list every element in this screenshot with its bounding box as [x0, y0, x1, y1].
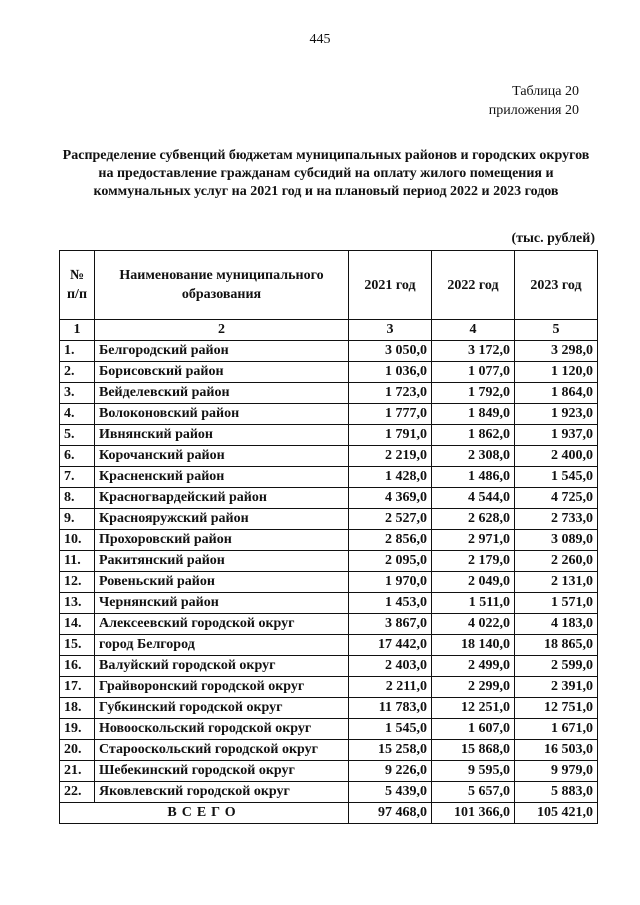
value-2022: 3 172,0 — [432, 341, 515, 362]
municipality-name: город Белгород — [95, 635, 349, 656]
row-number: 1. — [60, 341, 95, 362]
column-index: 4 — [432, 320, 515, 341]
table-row — [60, 446, 598, 467]
row-number: 3. — [60, 383, 95, 404]
row-number: 12. — [60, 572, 95, 593]
value-2022: 4 544,0 — [432, 488, 515, 509]
table-row — [60, 404, 598, 425]
table-row — [60, 341, 598, 362]
value-2022: 2 971,0 — [432, 530, 515, 551]
value-2022: 18 140,0 — [432, 635, 515, 656]
header-2022: 2022 год — [432, 251, 515, 320]
municipality-name: Алексеевский городской округ — [95, 614, 349, 635]
value-2023: 1 923,0 — [515, 404, 598, 425]
value-2023: 18 865,0 — [515, 635, 598, 656]
value-2021: 2 211,0 — [349, 677, 432, 698]
table-row — [60, 593, 598, 614]
value-2023: 2 260,0 — [515, 551, 598, 572]
value-2021: 5 439,0 — [349, 782, 432, 803]
table-row — [60, 740, 598, 761]
municipality-name: Новооскольский городской округ — [95, 719, 349, 740]
value-2021: 2 219,0 — [349, 446, 432, 467]
table-row — [60, 656, 598, 677]
value-2021: 2 527,0 — [349, 509, 432, 530]
row-number: 17. — [60, 677, 95, 698]
municipality-name: Чернянский район — [95, 593, 349, 614]
value-2022: 1 607,0 — [432, 719, 515, 740]
table-row — [60, 425, 598, 446]
municipality-name: Яковлевский городской округ — [95, 782, 349, 803]
column-index: 3 — [349, 320, 432, 341]
value-2022: 1 077,0 — [432, 362, 515, 383]
value-2021: 9 226,0 — [349, 761, 432, 782]
table-body — [60, 341, 598, 803]
value-2021: 1 036,0 — [349, 362, 432, 383]
value-2021: 17 442,0 — [349, 635, 432, 656]
municipality-name: Валуйский городской округ — [95, 656, 349, 677]
row-number: 15. — [60, 635, 95, 656]
value-2022: 2 179,0 — [432, 551, 515, 572]
value-2021: 1 428,0 — [349, 467, 432, 488]
table-row — [60, 362, 598, 383]
header-2023: 2023 год — [515, 251, 598, 320]
table-row — [60, 383, 598, 404]
column-index: 2 — [95, 320, 349, 341]
row-number: 10. — [60, 530, 95, 551]
municipality-name: Борисовский район — [95, 362, 349, 383]
table-row — [60, 719, 598, 740]
subventions-table — [59, 250, 598, 824]
value-2022: 2 299,0 — [432, 677, 515, 698]
header-row — [60, 251, 598, 320]
value-2023: 1 545,0 — [515, 467, 598, 488]
row-number: 20. — [60, 740, 95, 761]
total-2021: 97 468,0 — [349, 803, 432, 824]
row-number: 6. — [60, 446, 95, 467]
municipality-name: Красногвардейский район — [95, 488, 349, 509]
row-number: 9. — [60, 509, 95, 530]
header-2021: 2021 год — [349, 251, 432, 320]
value-2022: 2 499,0 — [432, 656, 515, 677]
value-2023: 16 503,0 — [515, 740, 598, 761]
municipality-name: Волоконовский район — [95, 404, 349, 425]
value-2023: 2 391,0 — [515, 677, 598, 698]
value-2023: 5 883,0 — [515, 782, 598, 803]
units-label: (тыс. рублей) — [511, 231, 595, 246]
table-row — [60, 509, 598, 530]
value-2022: 4 022,0 — [432, 614, 515, 635]
municipality-name: Ивнянский район — [95, 425, 349, 446]
value-2021: 1 970,0 — [349, 572, 432, 593]
value-2022: 1 862,0 — [432, 425, 515, 446]
value-2021: 1 453,0 — [349, 593, 432, 614]
table-label-line1: Таблица 20 — [512, 84, 579, 99]
value-2023: 1 937,0 — [515, 425, 598, 446]
table-row — [60, 698, 598, 719]
value-2021: 2 403,0 — [349, 656, 432, 677]
table-row — [60, 761, 598, 782]
value-2023: 9 979,0 — [515, 761, 598, 782]
value-2023: 1 864,0 — [515, 383, 598, 404]
header-num: № п/п — [60, 251, 95, 320]
document-title: Распределение субвенций бюджетам муниципальных районов и городских округов на предоставление гражданам субсидий на оплату жилого помещения и коммунальных услуг на 2021 год и на плановый период 2022 и 2023 годов — [62, 148, 590, 199]
table-row — [60, 635, 598, 656]
row-number: 8. — [60, 488, 95, 509]
value-2022: 1 511,0 — [432, 593, 515, 614]
table-row — [60, 572, 598, 593]
column-index: 5 — [515, 320, 598, 341]
total-2023: 105 421,0 — [515, 803, 598, 824]
row-number: 18. — [60, 698, 95, 719]
municipality-name: Ровеньский район — [95, 572, 349, 593]
value-2021: 4 369,0 — [349, 488, 432, 509]
row-number: 14. — [60, 614, 95, 635]
value-2021: 1 545,0 — [349, 719, 432, 740]
row-number: 21. — [60, 761, 95, 782]
value-2021: 1 791,0 — [349, 425, 432, 446]
row-number: 4. — [60, 404, 95, 425]
table-row — [60, 677, 598, 698]
municipality-name: Краснояружский район — [95, 509, 349, 530]
row-number: 16. — [60, 656, 95, 677]
table-row — [60, 551, 598, 572]
municipality-name: Прохоровский район — [95, 530, 349, 551]
value-2023: 2 400,0 — [515, 446, 598, 467]
municipality-name: Старооскольский городской округ — [95, 740, 349, 761]
value-2022: 2 308,0 — [432, 446, 515, 467]
value-2022: 15 868,0 — [432, 740, 515, 761]
value-2022: 2 049,0 — [432, 572, 515, 593]
value-2022: 9 595,0 — [432, 761, 515, 782]
row-number: 19. — [60, 719, 95, 740]
row-number: 5. — [60, 425, 95, 446]
row-number: 2. — [60, 362, 95, 383]
table-row — [60, 530, 598, 551]
value-2022: 5 657,0 — [432, 782, 515, 803]
row-number: 11. — [60, 551, 95, 572]
value-2023: 2 131,0 — [515, 572, 598, 593]
value-2023: 3 298,0 — [515, 341, 598, 362]
value-2023: 3 089,0 — [515, 530, 598, 551]
value-2023: 1 671,0 — [515, 719, 598, 740]
value-2023: 2 599,0 — [515, 656, 598, 677]
table-label-line2: приложения 20 — [488, 103, 579, 118]
value-2023: 1 120,0 — [515, 362, 598, 383]
value-2022: 1 486,0 — [432, 467, 515, 488]
value-2022: 2 628,0 — [432, 509, 515, 530]
municipality-name: Корочанский район — [95, 446, 349, 467]
value-2023: 12 751,0 — [515, 698, 598, 719]
table-label — [489, 82, 579, 120]
municipality-name: Грайворонский городской округ — [95, 677, 349, 698]
row-number: 13. — [60, 593, 95, 614]
total-label: ВСЕГО — [60, 803, 349, 824]
value-2021: 11 783,0 — [349, 698, 432, 719]
municipality-name: Ракитянский район — [95, 551, 349, 572]
municipality-name: Вейделевский район — [95, 383, 349, 404]
municipality-name: Белгородский район — [95, 341, 349, 362]
column-index-row — [60, 320, 598, 341]
table-row — [60, 467, 598, 488]
row-number: 22. — [60, 782, 95, 803]
value-2021: 2 095,0 — [349, 551, 432, 572]
table-row — [60, 782, 598, 803]
value-2021: 1 777,0 — [349, 404, 432, 425]
value-2023: 2 733,0 — [515, 509, 598, 530]
table-row — [60, 488, 598, 509]
value-2021: 15 258,0 — [349, 740, 432, 761]
value-2022: 1 792,0 — [432, 383, 515, 404]
table-row — [60, 614, 598, 635]
municipality-name: Красненский район — [95, 467, 349, 488]
value-2021: 1 723,0 — [349, 383, 432, 404]
row-number: 7. — [60, 467, 95, 488]
total-row — [60, 803, 598, 824]
value-2021: 3 867,0 — [349, 614, 432, 635]
municipality-name: Шебекинский городской округ — [95, 761, 349, 782]
value-2022: 1 849,0 — [432, 404, 515, 425]
value-2023: 4 183,0 — [515, 614, 598, 635]
value-2023: 1 571,0 — [515, 593, 598, 614]
page-number: 445 — [309, 32, 331, 47]
column-index: 1 — [60, 320, 95, 341]
value-2022: 12 251,0 — [432, 698, 515, 719]
value-2023: 4 725,0 — [515, 488, 598, 509]
value-2021: 3 050,0 — [349, 341, 432, 362]
total-2022: 101 366,0 — [432, 803, 515, 824]
header-name: Наименование муниципального образования — [95, 251, 349, 320]
value-2021: 2 856,0 — [349, 530, 432, 551]
municipality-name: Губкинский городской округ — [95, 698, 349, 719]
